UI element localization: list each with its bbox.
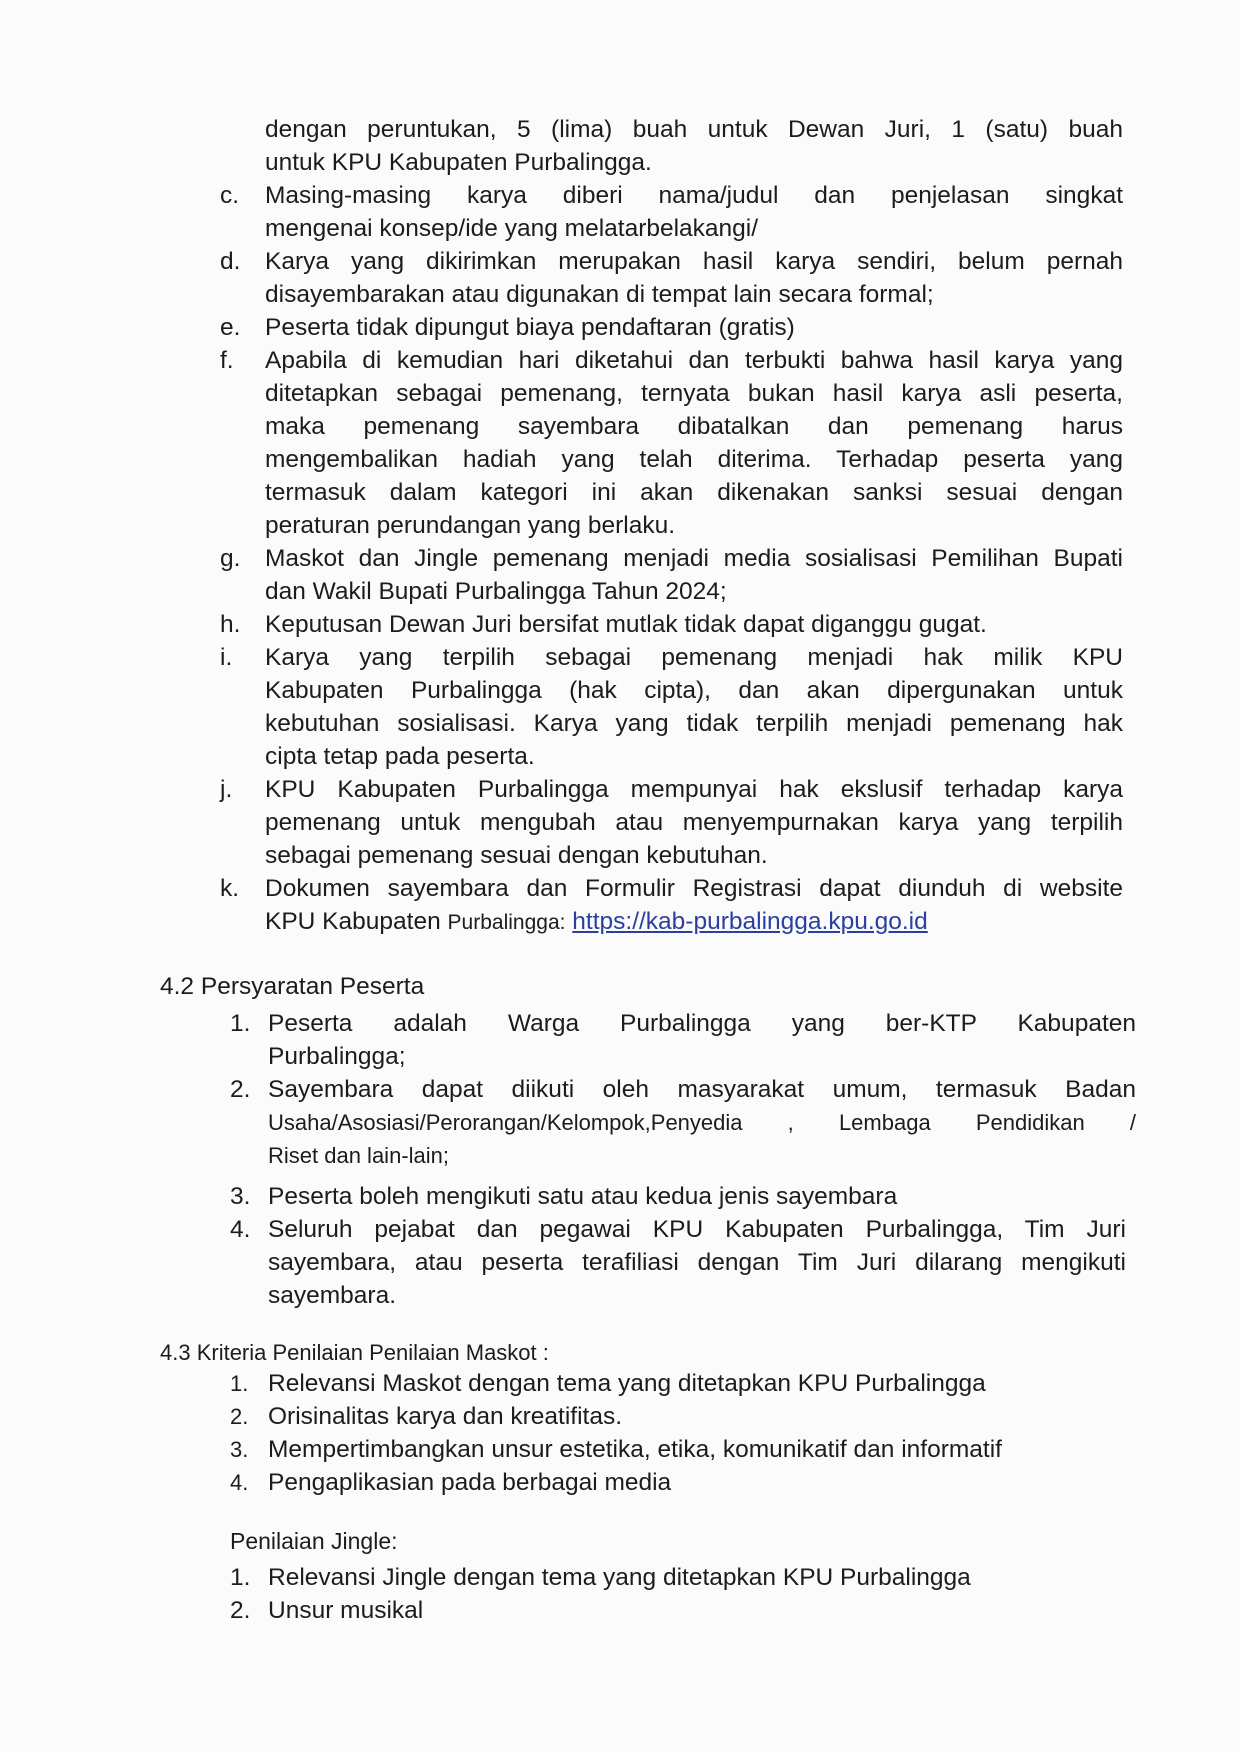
list-item: Karya yang dikirimkan merupakan hasil karya sendiri, belum pernah — [265, 248, 1123, 275]
list-item: Unsur musikal — [268, 1597, 424, 1624]
list-marker: 1. — [230, 1371, 249, 1396]
list-item: sebagai pemenang sesuai dengan kebutuhan. — [265, 842, 768, 869]
list-item: pemenang untuk mengubah atau menyempurnakan karya yang terpilih — [265, 809, 1123, 836]
list-item: Relevansi Jingle dengan tema yang ditetapkan KPU Purbalingga — [268, 1564, 971, 1591]
list-item: Peserta adalah Warga Purbalingga yang ber-KTP Kabupaten — [268, 1010, 1136, 1037]
list-item: Orisinalitas karya dan kreatifitas. — [268, 1403, 623, 1430]
list-item: Sayembara dapat diikuti oleh masyarakat umum, termasuk Badan — [268, 1076, 1136, 1103]
list-marker: 3. — [230, 1437, 249, 1462]
list-marker: 4. — [230, 1470, 249, 1495]
list-item: sayembara. — [268, 1282, 397, 1309]
list-item: Dokumen sayembara dan Formulir Registrasi dapat diunduh di website — [265, 875, 1123, 902]
list-item: Pengaplikasian pada berbagai media — [268, 1469, 672, 1496]
list-item: Apabila di kemudian hari diketahui dan terbukti bahwa hasil karya yang — [265, 347, 1123, 374]
list-marker: g. — [220, 545, 241, 572]
list-item: KPU Kabupaten Purbalingga mempunyai hak ekslusif terhadap karya — [265, 776, 1123, 803]
list-item: kebutuhan sosialisasi. Karya yang tidak terpilih menjadi pemenang hak — [265, 710, 1123, 737]
list-marker: 1. — [230, 1564, 251, 1591]
section-heading: 4.2 Persyaratan Peserta — [160, 973, 425, 1000]
list-item — [265, 906, 928, 939]
list-marker: d. — [220, 248, 241, 275]
list-marker: j. — [220, 776, 233, 803]
list-marker: 1. — [230, 1010, 251, 1037]
list-item: dan Wakil Bupati Purbalingga Tahun 2024; — [265, 578, 727, 605]
website-link[interactable]: https://kab-purbalingga.kpu.go.id — [572, 908, 928, 935]
paragraph-line: untuk KPU Kabupaten Purbalingga. — [265, 149, 652, 176]
list-item: Seluruh pejabat dan pegawai KPU Kabupaten Purbalingga, Tim Juri — [268, 1216, 1126, 1243]
text-fragment: Purbalingga: — [447, 911, 566, 934]
list-item: Maskot dan Jingle pemenang menjadi media sosialisasi Pemilihan Bupati — [265, 545, 1123, 572]
list-item: Peserta boleh mengikuti satu atau kedua jenis sayembara — [268, 1183, 898, 1210]
list-marker: k. — [220, 875, 240, 902]
subsection-heading: Penilaian Jingle: — [230, 1528, 398, 1554]
list-marker: 2. — [230, 1597, 251, 1624]
list-item: Keputusan Dewan Juri bersifat mutlak tidak dapat diganggu gugat. — [265, 611, 987, 638]
list-item: ditetapkan sebagai pemenang, ternyata bukan hasil karya asli peserta, — [265, 380, 1123, 407]
list-item: termasuk dalam kategori ini akan dikenakan sanksi sesuai dengan — [265, 479, 1123, 506]
list-item: mengembalikan hadiah yang telah diterima. Terhadap peserta yang — [265, 446, 1123, 473]
list-marker: 4. — [230, 1216, 251, 1243]
list-item: sayembara, atau peserta terafiliasi dengan Tim Juri dilarang mengikuti — [268, 1249, 1126, 1276]
list-item: Mempertimbangkan unsur estetika, etika, komunikatif dan informatif — [268, 1436, 1002, 1463]
list-item: Kabupaten Purbalingga (hak cipta), dan akan dipergunakan untuk — [265, 677, 1123, 704]
paragraph-line: dengan peruntukan, 5 (lima) buah untuk Dewan Juri, 1 (satu) buah — [265, 116, 1123, 143]
list-marker: 2. — [230, 1076, 251, 1103]
list-item: Relevansi Maskot dengan tema yang ditetapkan KPU Purbalingga — [268, 1370, 986, 1397]
list-marker: h. — [220, 611, 241, 638]
list-marker: c. — [220, 182, 240, 209]
list-item: Riset dan lain-lain; — [268, 1143, 449, 1168]
list-item: Masing-masing karya diberi nama/judul dan penjelasan singkat — [265, 182, 1123, 209]
list-marker: f. — [220, 347, 234, 374]
list-marker: i. — [220, 644, 233, 671]
list-item: Usaha/Asosiasi/Perorangan/Kelompok,Penyedia , Lembaga Pendidikan / — [268, 1110, 1136, 1135]
list-item: Peserta tidak dipungut biaya pendaftaran (gratis) — [265, 314, 795, 341]
section-heading: 4.3 Kriteria Penilaian Penilaian Maskot : — [160, 1340, 549, 1365]
list-item: peraturan perundangan yang berlaku. — [265, 512, 676, 539]
list-marker: 3. — [230, 1183, 251, 1210]
list-item: Purbalingga; — [268, 1043, 406, 1070]
list-item: Karya yang terpilih sebagai pemenang menjadi hak milik KPU — [265, 644, 1123, 671]
list-item: maka pemenang sayembara dibatalkan dan pemenang harus — [265, 413, 1123, 440]
list-item: disayembarakan atau digunakan di tempat lain secara formal; — [265, 281, 934, 308]
list-marker: e. — [220, 314, 241, 341]
text-fragment: KPU Kabupaten — [265, 908, 441, 935]
list-marker: 2. — [230, 1404, 249, 1429]
list-item: cipta tetap pada peserta. — [265, 743, 535, 770]
list-item: mengenai konsep/ide yang melatarbelakangi/ — [265, 215, 759, 242]
